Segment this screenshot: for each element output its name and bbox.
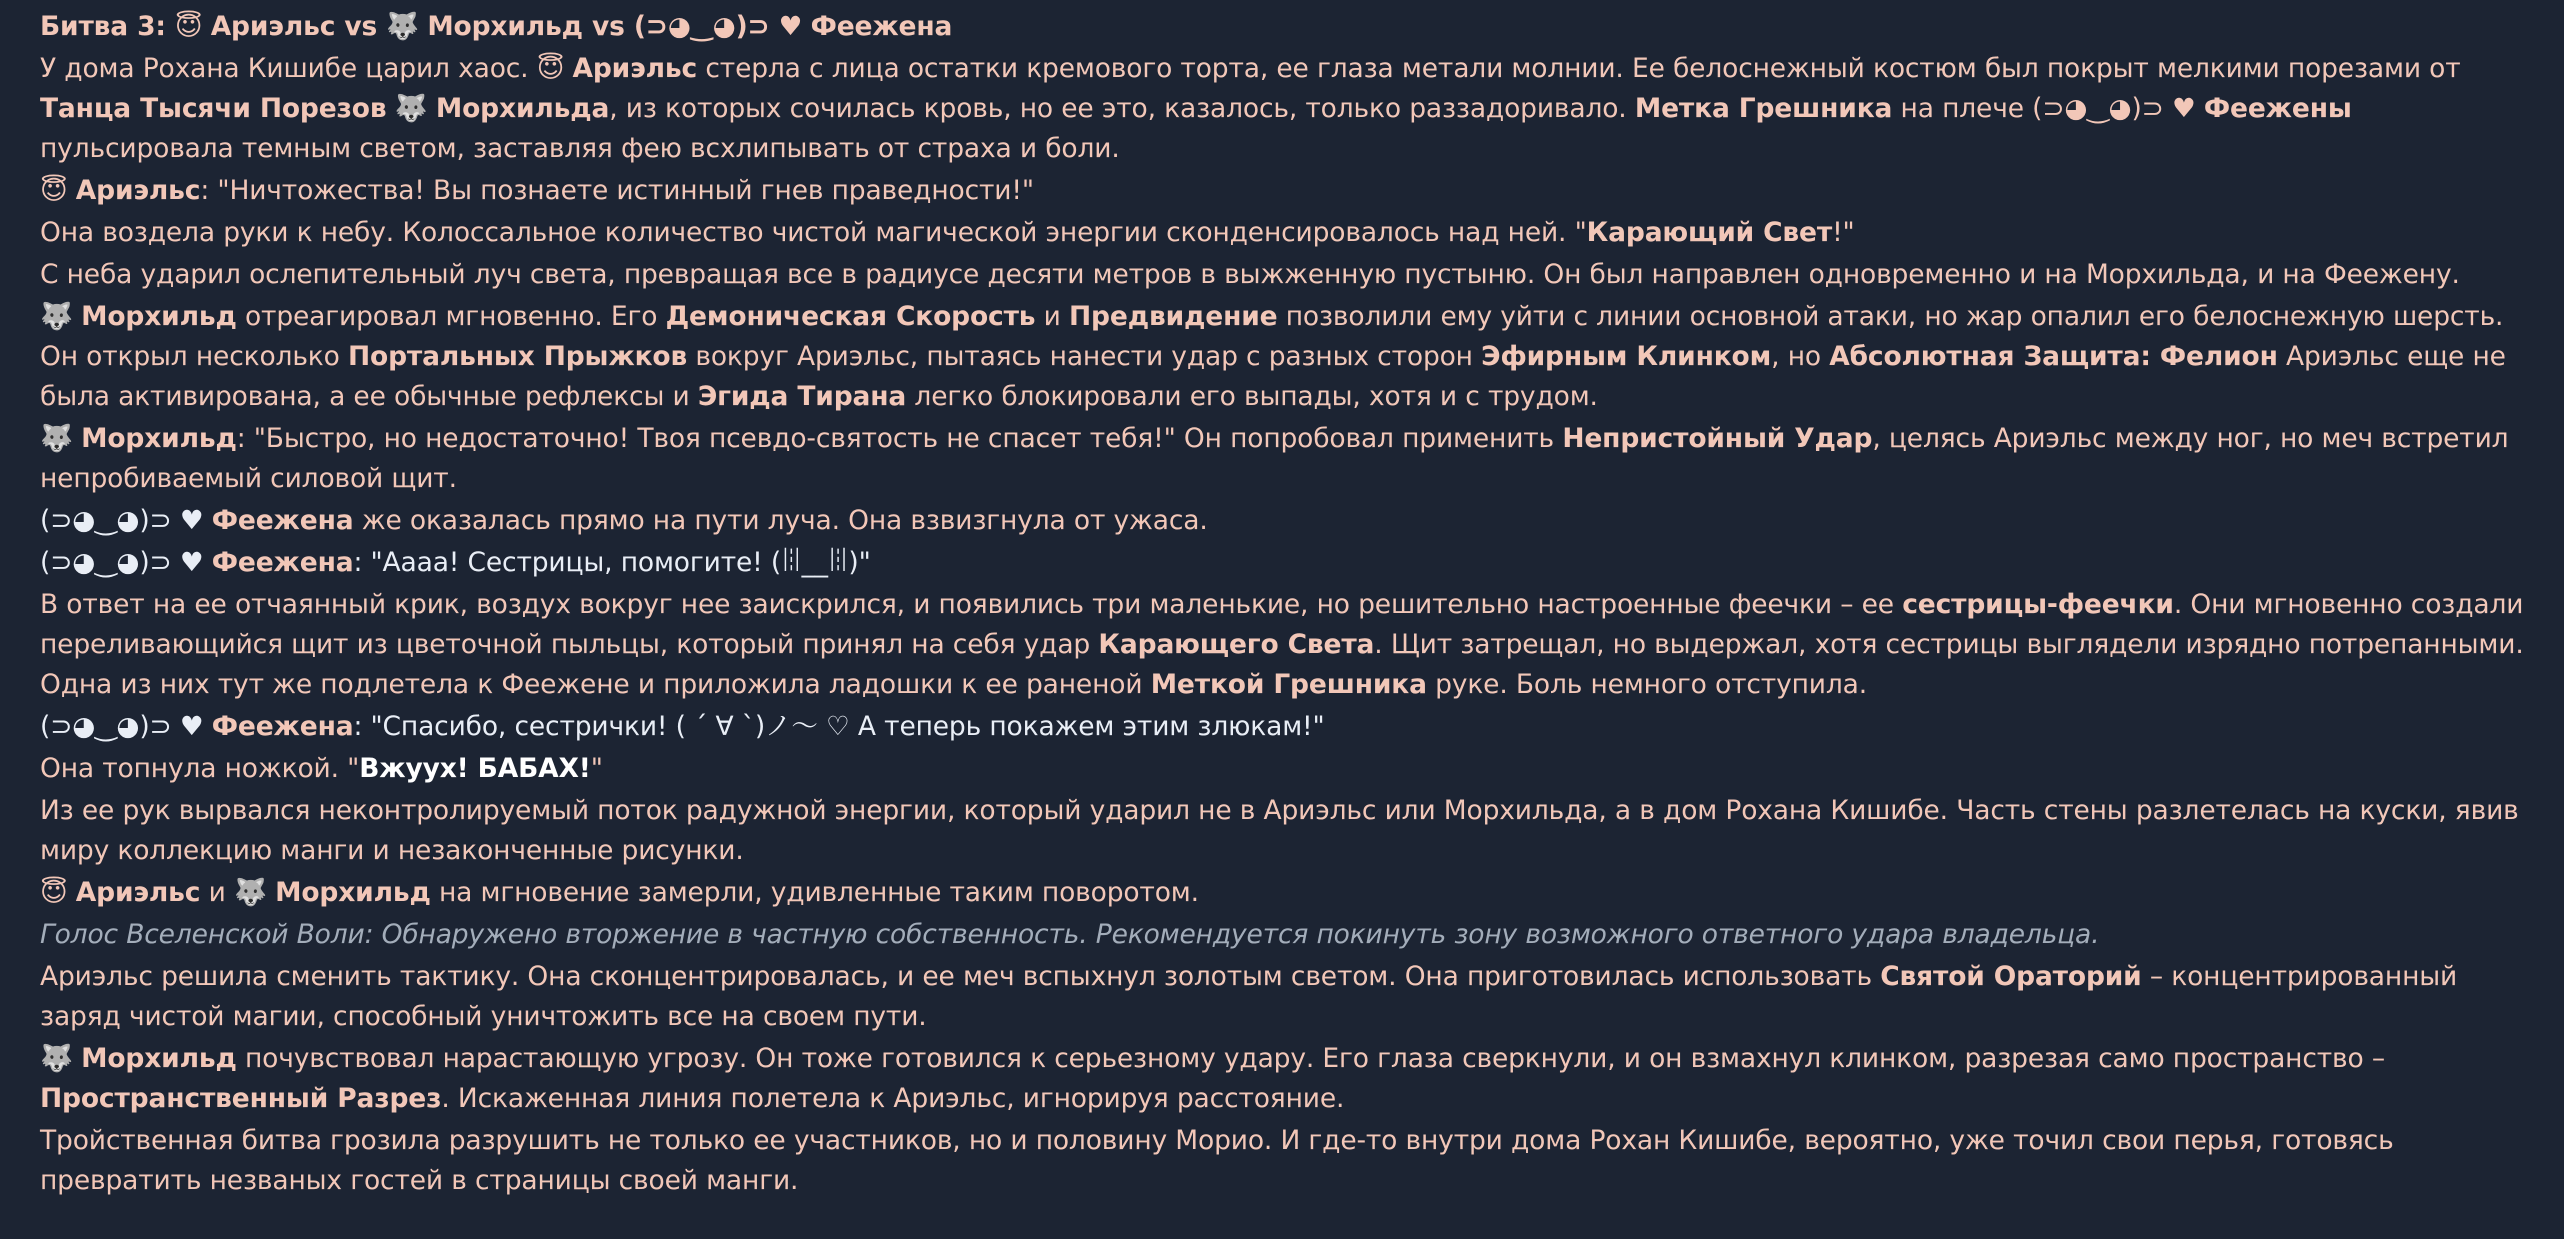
paragraph-stomp: Она топнула ножкой. "Вжуух! БАБАХ!" xyxy=(40,753,603,784)
fairy-kaomoji-icon: (⊃◕‿◕)⊃ ♥ xyxy=(633,11,803,42)
paragraph-intro: У дома Рохана Кишибе царил хаос. 😇 Ариэльс стерла с лица остатки кремового торта, ее глаза метали молнии. Ее белоснежный костюм был покрыт мелкими порезами от Танца Тысячи Порезов 🐺 Морхильда, из которых сочилась кровь, но ее это, казалось, только раззадоривало. Метка Грешника на плече (⊃◕‿◕)⊃ ♥ Феежены пульсировала темным светом, заставляя фею всхлипывать от страха и боли. xyxy=(40,53,2461,164)
paragraph-morhild-reaction: 🐺 Морхильд отреагировал мгновенно. Его Демоническая Скорость и Предвидение позволили ему уйти с линии основной атаки, но жар опалил его белоснежную шерсть. Он открыл несколько Портальных Прыжков вокруг Ариэльс, пытаясь нанести удар с разных сторон Эфирным Клинком, но Абсолютная Защита: Фелион Ариэльс еще не была активирована, а ее обычные рефлексы и Эгида Тирана легко блокировали его выпады, хотя и с трудом. xyxy=(40,301,2506,412)
angel-emoji-icon: 😇 xyxy=(40,175,68,206)
battle-title: Битва 3: 😇 Ариэльс vs 🐺 Морхильд vs (⊃◕‿◕)⊃ ♥ Феежена xyxy=(40,11,953,42)
paragraph-rainbow: Из ее рук вырвался неконтролируемый поток радужной энергии, который ударил не в Ариэльс или Морхильда, а в дом Рохана Кишибе. Часть стены разлетелась на куски, явив миру коллекцию манги и незаконченные рисунки. xyxy=(40,795,2519,866)
wolf-emoji-icon: 🐺 xyxy=(394,93,428,124)
wolf-emoji-icon: 🐺 xyxy=(386,11,420,42)
paragraph-spell: Она воздела руки к небу. Колоссальное количество чистой магической энергии сконденсировалось над ней. "Карающий Свет!" xyxy=(40,217,1855,248)
paragraph-feezhena-speech-2: (⊃◕‿◕)⊃ ♥ Феежена: "Спасибо, сестрички! ( ´ ∀ `)ノ～ ♡ А теперь покажем этим злюкам!" xyxy=(40,711,1325,742)
paragraph-morhild-slash: 🐺 Морхильд почувствовал нарастающую угрозу. Он тоже готовился к серьезному удару. Его глаза сверкнули, и он взмахнул клинком, разрезая само пространство – Пространственный Разрез. Искаженная линия полетела к Ариэльс, игнорируя расстояние. xyxy=(40,1043,2385,1114)
paragraph-ariels-speech: 😇 Ариэльс: "Ничтожества! Вы познаете истинный гнев праведности!" xyxy=(40,175,1034,206)
angel-emoji-icon: 😇 xyxy=(174,11,203,42)
paragraph-feezhena-beam: (⊃◕‿◕)⊃ ♥ Феежена же оказалась прямо на пути луча. Она взвизгнула от ужаса. xyxy=(40,505,1208,536)
wolf-emoji-icon: 🐺 xyxy=(233,877,267,908)
fairy-kaomoji-icon: (⊃◕‿◕)⊃ ♥ xyxy=(40,711,204,742)
chat-message xyxy=(40,7,2530,1203)
paragraph-sisters: В ответ на ее отчаянный крик, воздух вокруг нее заискрился, и появились три маленькие, но решительно настроенные феечки – ее сестрицы-феечки. Они мгновенно создали переливающийся щит из цветочной пыльцы, который принял на себя удар Карающего Света. Щит затрещал, но выдержал, хотя сестрицы выглядели изрядно потрепанными. Одна из них тут же подлетела к Феежене и приложила ладошки к ее раненой Меткой Грешника руке. Боль немного отступила. xyxy=(40,589,2524,700)
paragraph-morhild-speech: 🐺 Морхильд: "Быстро, но недостаточно! Твоя псевдо-святость не спасет тебя!" Он попробовал применить Непристойный Удар, целясь Ариэльс между ног, но меч встретил непробиваемый силовой щит. xyxy=(40,423,2509,494)
paragraph-feezhena-speech-1: (⊃◕‿◕)⊃ ♥ Феежена: "Аааа! Сестрицы, помогите! (ꈨ__ꈨ)" xyxy=(40,547,871,578)
fairy-kaomoji-icon: (⊃◕‿◕)⊃ ♥ xyxy=(2032,93,2196,124)
paragraph-freeze: 😇 Ариэльс и 🐺 Морхильд на мгновение замерли, удивленные таким поворотом. xyxy=(40,877,1199,908)
fairy-kaomoji-icon: (⊃◕‿◕)⊃ ♥ xyxy=(40,547,204,578)
paragraph-ariels-tactic: Ариэльс решила сменить тактику. Она сконцентрировалась, и ее меч вспыхнул золотым светом. Она приготовилась использовать Святой Ораторий – концентрированный заряд чистой магии, способный уничтожить все на своем пути. xyxy=(40,961,2458,1032)
angel-emoji-icon: 😇 xyxy=(536,53,565,84)
paragraph-ending: Тройственная битва грозила разрушить не только ее участников, но и половину Морио. И где-то внутри дома Рохан Кишибе, вероятно, уже точил свои перья, готовясь превратить незваных гостей в страницы своей манги. xyxy=(40,1125,2394,1196)
paragraph-beam: С неба ударил ослепительный луч света, превращая все в радиусе десяти метров в выжженную пустыню. Он был направлен одновременно и на Морхильда, и на Феежену. xyxy=(40,259,2460,290)
fairy-kaomoji-icon: (⊃◕‿◕)⊃ ♥ xyxy=(40,505,204,536)
wolf-emoji-icon: 🐺 xyxy=(40,301,73,332)
paragraph-system-voice: Голос Вселенской Воли: Обнаружено вторжение в частную собственность. Рекомендуется покинуть зону возможного ответного удара владельца. xyxy=(40,919,2100,950)
wolf-emoji-icon: 🐺 xyxy=(40,1043,73,1074)
wolf-emoji-icon: 🐺 xyxy=(40,423,73,454)
angel-emoji-icon: 😇 xyxy=(40,877,68,908)
